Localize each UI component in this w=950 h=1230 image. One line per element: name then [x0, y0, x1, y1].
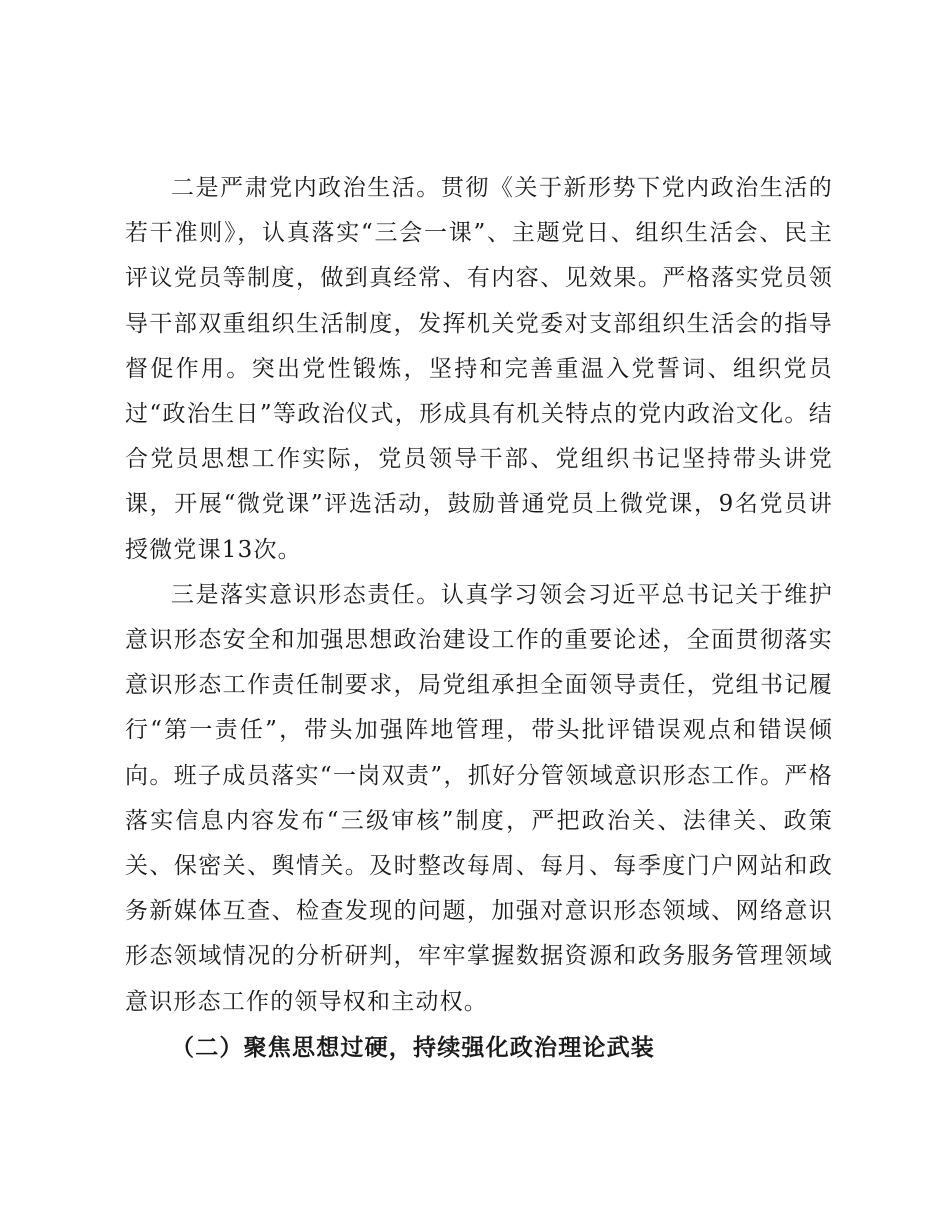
paragraph-ideology-responsibility: 三是落实意识形态责任。认真学习领会习近平总书记关于维护意识形态安全和加强思想政治建设工作的重要论述，全面贯彻落实意识形态工作责任制要求，局党组承担全面领导责任，党组书记履行“第一责任”，带头加强阵地管理，带头批评错误观点和错误倾向。班子成员落实“一岗双责”，抓好分管领域意识形态工作。严格落实信息内容发布“三级审核”制度，严把政治关、法律关、政策关、保密关、舆情关。及时整改每周、每月、每季度门户网站和政务新媒体互查、检查发现的问题，加强对意识形态领域、网络意识形态领域情况的分析研判，牢牢掌握数据资源和政务服务管理领域意识形态工作的领导权和主动权。 — [125, 581, 833, 1015]
section-heading: （二）聚焦思想过硬，持续强化政治理论武装 — [171, 1033, 655, 1061]
document-body — [125, 166, 833, 1070]
paragraph-political-life: 二是严肃党内政治生活。贯彻《关于新形势下党内政治生活的若干准则》，认真落实“三会一课”、主题党日、组织生活会、民主评议党员等制度，做到真经常、有内容、见效果。严格落实党员领导干部双重组织生活制度，发挥机关党委对支部组织生活会的指导督促作用。突出党性锻炼，坚持和完善重温入党誓词、组织党员过“政治生日”等政治仪式，形成具有机关特点的党内政治文化。结合党员思想工作实际，党员领导干部、党组织书记坚持带头讲党课，开展“微党课”评选活动，鼓励普通党员上微党课，9名党员讲授微党课13次。 — [125, 175, 833, 563]
